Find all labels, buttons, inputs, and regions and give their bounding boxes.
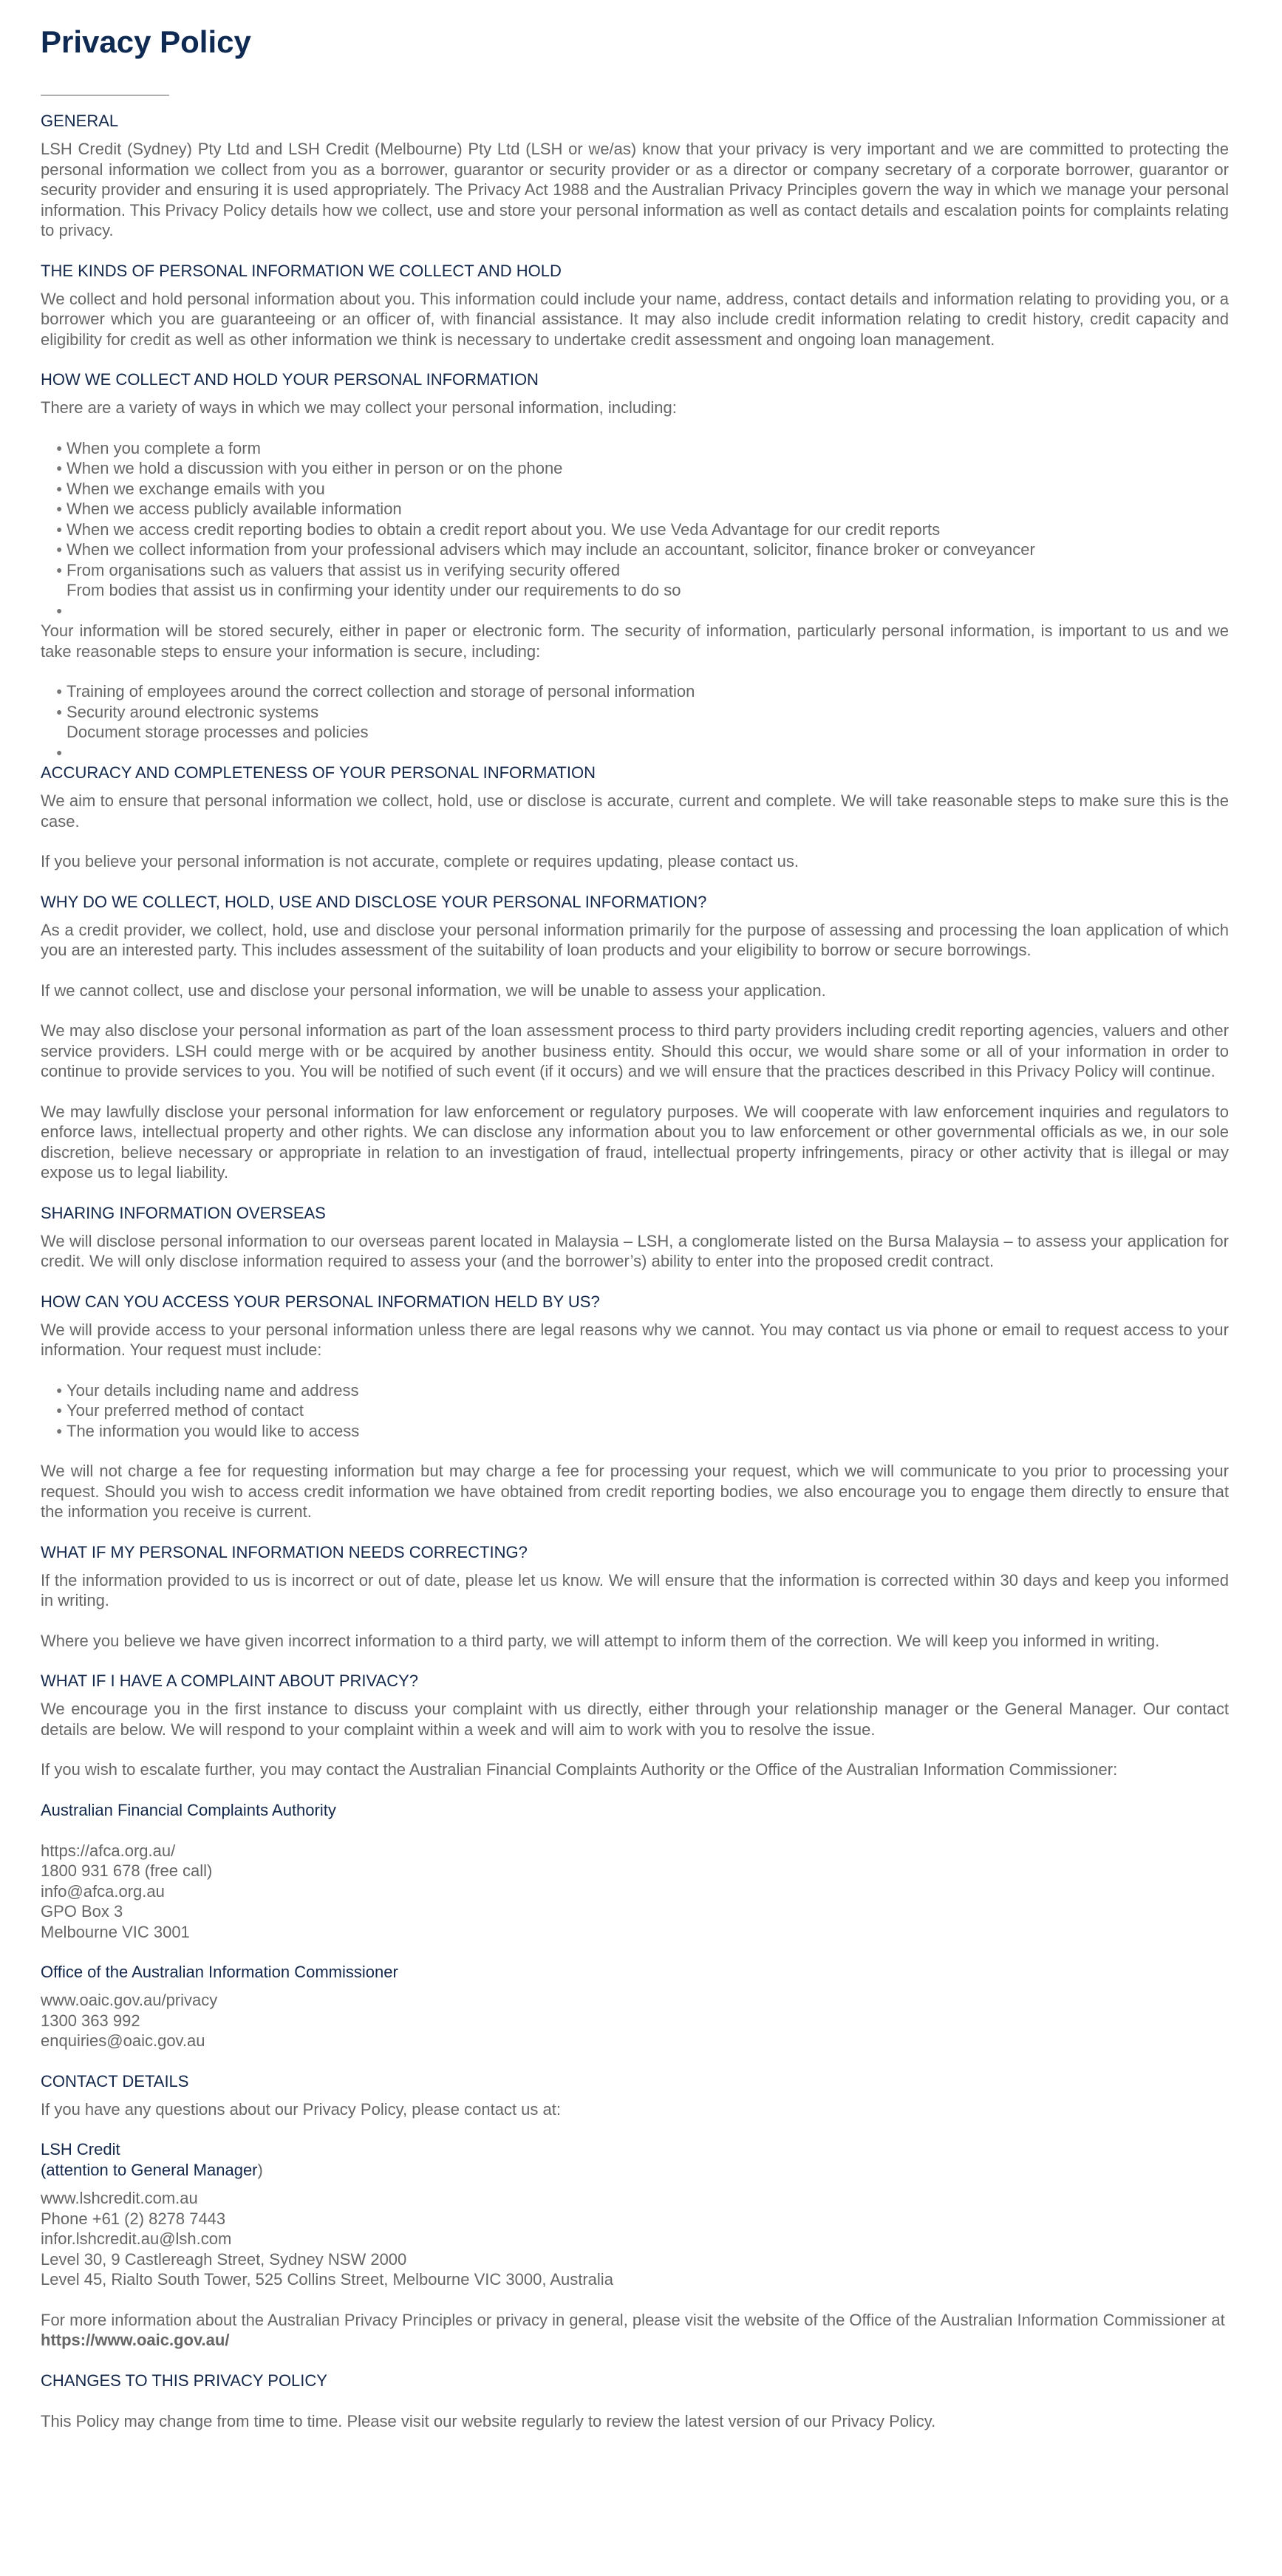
collection-methods-list (41, 438, 1229, 621)
paragraph: We will disclose personal information to our overseas parent located in Malaysia – LSH, a conglomerate listed on the Bursa Malaysia – to assess your application for credit. We will only disclose information required to assess your (and the borrower’s) ability to enter into the proposed credit contract. (41, 1231, 1229, 1270)
bullet-icon: ● (56, 746, 63, 758)
list-item: ● When we hold a discussion with you either in person or on the phone (41, 458, 1229, 479)
section-complaint (41, 1671, 1229, 2051)
list-item: ● When we exchange emails with you (41, 479, 1229, 500)
paragraph: Where you believe we have given incorrect information to a third party, we will attempt to inform them of the correction. We will keep you informed in writing. (41, 1631, 1160, 1650)
paragraph: We collect and hold personal information about you. This information could include your name, address, contact details and information relating to providing you, or a borrower which you are guaranteeing or an officer of, with financial assistance. It may also include credit information relating to credit history, credit capacity and eligibility for credit as well as other information we think is necessary to undertake credit assessment and ongoing loan management. (41, 289, 1229, 349)
paragraph: There are a variety of ways in which we may collect your personal information, including: (41, 398, 677, 417)
bullet-icon: ● (56, 705, 63, 718)
section-heading: SHARING INFORMATION OVERSEAS (41, 1203, 326, 1222)
paragraph: We will provide access to your personal information unless there are legal reasons why we cannot. You may contact us via phone or email to request access to your information. Your request must include: (41, 1320, 1229, 1359)
afca-website-link[interactable]: https://afca.org.au/ (41, 1841, 176, 1860)
afca-email-link[interactable]: info@afca.org.au (41, 1881, 165, 1901)
section-heading: THE KINDS OF PERSONAL INFORMATION WE COLLECT AND HOLD (41, 261, 562, 280)
paragraph: If you believe your personal information is not accurate, complete or requires updating, please contact us. (41, 852, 799, 870)
bullet-icon: ● (56, 543, 63, 555)
company-email-link[interactable]: infor.lshcredit.au@lsh.com (41, 2229, 232, 2248)
list-item: ● From bodies that assist us in confirming your identity under our requirements to do so (41, 580, 1229, 601)
oaic-email-link[interactable]: enquiries@oaic.gov.au (41, 2031, 205, 2050)
list-item-empty (41, 743, 1229, 763)
list-item: When you complete a form (67, 438, 261, 457)
list-item: ● From organisations such as valuers that assist us in verifying security offered (41, 560, 1229, 581)
company-phone: Phone +61 (2) 8278 7443 (41, 2209, 226, 2228)
section-how-collect (41, 369, 1229, 763)
page-title: Privacy Policy (41, 24, 251, 59)
section-heading: WHY DO WE COLLECT, HOLD, USE AND DISCLOSE YOUR PERSONAL INFORMATION? (41, 892, 707, 911)
list-item: ● Your details including name and address (56, 1380, 359, 1400)
melbourne-address: Level 45, Rialto South Tower, 525 Collins Street, Melbourne VIC 3000, Australia (41, 2270, 613, 2289)
bullet-icon: ● (56, 604, 63, 616)
list-item: ● When we access publicly available information (41, 499, 1229, 519)
section-heading: WHAT IF I HAVE A COMPLAINT ABOUT PRIVACY? (41, 1672, 419, 1690)
paragraph: If the information provided to us is incorrect or out of date, please let us know. We will ensure that the information is corrected within 30 days and keep you informed in writing. (41, 1570, 1229, 1609)
oaic-contact-block (41, 1990, 1229, 2051)
bullet-icon: ● (56, 462, 63, 474)
bullet-icon: ● (56, 522, 63, 535)
paragraph: We will not charge a fee for requesting information but may charge a fee for processing your request, which we will communicate to you prior to processing your request. Should you wish to access credit information we have obtained from credit reporting bodies, we also encourage you to engage them directly to ensure that the information you receive is current. (41, 1462, 1229, 1521)
section-accuracy (41, 763, 1229, 872)
section-kinds (41, 261, 1229, 350)
bullet-icon: ● (56, 441, 63, 454)
section-heading: CHANGES TO THIS PRIVACY POLICY (41, 2371, 327, 2390)
security-measures-list (41, 681, 1229, 763)
afca-po-box: GPO Box 3 (41, 1902, 123, 1921)
afca-heading: Australian Financial Complaints Authority (41, 1800, 336, 1819)
paragraph: For more information about the Australian Privacy Principles or privacy in general, please visit the website of the Office of the Australian Information Commissioner at https://www.oaic.gov.au/ (41, 2310, 1225, 2349)
section-overseas (41, 1203, 1229, 1272)
bullet-icon: ● (56, 1383, 63, 1396)
section-changes (41, 2371, 1229, 2432)
section-heading: GENERAL (41, 112, 119, 130)
title-divider (41, 95, 169, 96)
paragraph: We may lawfully disclose your personal information for law enforcement or regulatory purposes. We will cooperate with law enforcement inquiries and regulators to enforce laws, intellectual property and other rights. We can disclose any information about you to law enforcement or other governmental officials as we, in our sole discretion, believe necessary or appropriate in relation to an investigation of fraud, intellectual property infringements, piracy or other activity that is illegal or may expose us to legal liability. (41, 1102, 1229, 1182)
section-heading: HOW CAN YOU ACCESS YOUR PERSONAL INFORMATION HELD BY US? (41, 1292, 600, 1311)
section-heading: WHAT IF MY PERSONAL INFORMATION NEEDS CORRECTING? (41, 1542, 528, 1561)
bullet-icon: ● (56, 482, 63, 494)
oaic-website-link[interactable]: www.oaic.gov.au/privacy (41, 1991, 218, 2009)
section-heading: ACCURACY AND COMPLETENESS OF YOUR PERSONAL INFORMATION (41, 763, 596, 782)
list-item: ● Security around electronic systems (41, 702, 1229, 723)
company-name: LSH Credit (41, 2140, 120, 2158)
afca-city: Melbourne VIC 3001 (41, 1922, 190, 1941)
list-item-empty (41, 601, 1229, 621)
sydney-address: Level 30, 9 Castlereagh Street, Sydney NSW 2000 (41, 2249, 407, 2269)
oaic-link[interactable]: https://www.oaic.gov.au/ (41, 2331, 230, 2349)
section-heading: HOW WE COLLECT AND HOLD YOUR PERSONAL INFORMATION (41, 370, 539, 389)
section-contact (41, 2071, 1229, 2351)
afca-contact-block (41, 1841, 1229, 1943)
section-why (41, 892, 1229, 1183)
paragraph: LSH Credit (Sydney) Pty Ltd and LSH Credit (Melbourne) Pty Ltd (LSH or we/as) know that your privacy is very important and we are committed to protecting the personal information we collect from you as a borrower, guarantor or security provider or as a director or company secretary of a corporate borrower, guarantor or security provider and ensuring it is used appropriately. The Privacy Act 1988 and the Australian Privacy Principles govern the way in which we manage your personal information. This Privacy Policy details how we collect, use and store your personal information as well as contact details and escalation points for complaints relating to privacy. (41, 140, 1229, 239)
company-contact-block (41, 2188, 1229, 2290)
paragraph: As a credit provider, we collect, hold, use and disclose your personal information primarily for the purpose of assessing and processing the loan application of which you are an interested party. This includes assessment of the suitability of loan products and your eligibility to borrow or secure borrowings. (41, 920, 1229, 959)
bullet-icon: ● (56, 1404, 63, 1416)
company-website-link[interactable]: www.lshcredit.com.au (41, 2189, 198, 2207)
paragraph: We aim to ensure that personal information we collect, hold, use or disclose is accurate, current and complete. We will take reasonable steps to make sure this is the case. (41, 791, 1229, 831)
paragraph: We may also disclose your personal information as part of the loan assessment process to third party providers including credit reporting agencies, valuers and other service providers. LSH could merge with or be acquired by another business entity. Should this occur, we would share some or all of your information in order to continue to provide services to you. You will be notified of such event (if it occurs) and we will ensure that the practices described in this Privacy Policy will continue. (41, 1021, 1229, 1080)
section-general (41, 111, 1229, 241)
paragraph: If you have any questions about our Privacy Policy, please contact us at: (41, 2099, 561, 2119)
bullet-icon: ● (56, 685, 63, 697)
bullet-icon: ● (56, 563, 63, 576)
access-request-list (41, 1380, 1229, 1442)
paragraph: We encourage you in the first instance to discuss your complaint with us directly, either through your relationship manager or the General Manager. Our contact details are below. We will respond to your complaint within a week and will aim to work with you to resolve the issue. (41, 1700, 1229, 1739)
list-item: ● Document storage processes and policies (41, 722, 1229, 743)
bullet-icon: ● (56, 502, 63, 514)
paragraph: If you wish to escalate further, you may contact the Australian Financial Complaints Authority or the Office of the Australian Information Commissioner: (41, 1760, 1118, 1779)
paragraph: If we cannot collect, use and disclose your personal information, we will be unable to assess your application. (41, 981, 826, 1000)
list-item: ● When we access credit reporting bodies to obtain a credit report about you. We use Veda Advantage for our credit reports (41, 519, 1229, 540)
section-correcting (41, 1542, 1229, 1652)
oaic-heading: Office of the Australian Information Commissioner (41, 1963, 398, 1981)
paragraph: Your information will be stored securely, either in paper or electronic form. The security of information, particularly personal information, is important to us and we take reasonable steps to ensure your information is secure, including: (41, 621, 1229, 661)
paragraph: This Policy may change from time to time. Please visit our website regularly to review the latest version of our Privacy Policy. (41, 2411, 936, 2430)
list-item: ● When we collect information from your professional advisers which may include an accountant, solicitor, finance broker or conveyancer (41, 539, 1229, 560)
list-item: ● The information you would like to access (56, 1421, 360, 1440)
oaic-phone: 1300 363 992 (41, 2011, 140, 2030)
company-attention: (attention to General Manager) (41, 2161, 263, 2179)
list-item: ● Your preferred method of contact (56, 1401, 304, 1420)
afca-phone: 1800 931 678 (free call) (41, 1861, 213, 1880)
bullet-icon: ● (56, 1424, 63, 1437)
section-access (41, 1292, 1229, 1522)
section-heading: CONTACT DETAILS (41, 2071, 189, 2091)
list-item: Training of employees around the correct collection and storage of personal information (67, 682, 695, 701)
